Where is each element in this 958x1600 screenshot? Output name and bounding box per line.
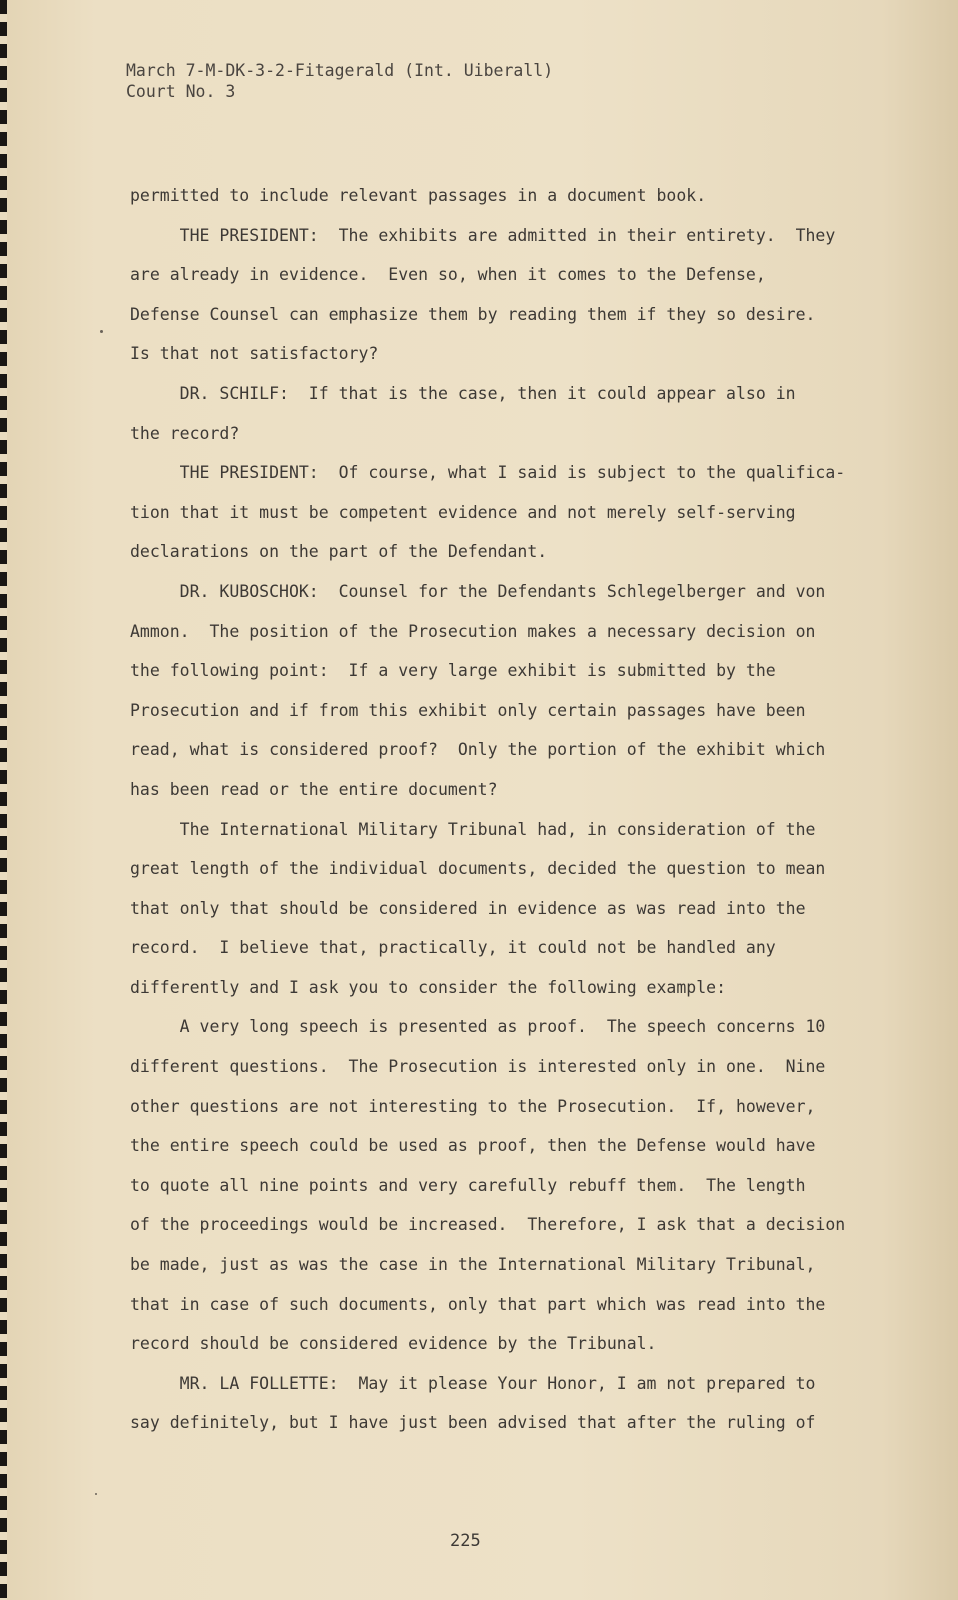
text-line: that only that should be considered in evidence as was read into the [130, 898, 806, 918]
transcript-body [130, 176, 880, 1443]
header-line-1: March 7-M-DK-3-2-Fitagerald (Int. Uiberall) [126, 61, 554, 80]
text-line: record should be considered evidence by the Tribunal. [130, 1334, 657, 1354]
text-line: Defense Counsel can emphasize them by reading them if they so desire. [130, 304, 816, 324]
text-line: are already in evidence. Even so, when it comes to the Defense, [130, 265, 766, 285]
text-line: read, what is considered proof? Only the portion of the exhibit which [130, 740, 826, 760]
text-line: tion that it must be competent evidence and not merely self-serving [130, 502, 796, 522]
text-line: great length of the individual documents, decided the question to mean [130, 859, 826, 879]
text-line: A very long speech is presented as proof. The speech concerns 10 [130, 1017, 826, 1037]
text-line: Is that not satisfactory? [130, 344, 379, 364]
text-line: DR. KUBOSCHOK: Counsel for the Defendants Schlegelberger and von [130, 581, 826, 601]
text-line: say definitely, but I have just been advised that after the ruling of [130, 1413, 816, 1433]
text-line: declarations on the part of the Defendant. [130, 542, 548, 562]
text-line: the record? [130, 423, 240, 443]
text-line: THE PRESIDENT: The exhibits are admitted in their entirety. They [130, 225, 836, 245]
text-line: record. I believe that, practically, it could not be handled any [130, 938, 776, 958]
text-line: Ammon. The position of the Prosecution makes a necessary decision on [130, 621, 816, 641]
text-line: differently and I ask you to consider the following example: [130, 977, 727, 997]
text-line: the entire speech could be used as proof, then the Defense would have [130, 1136, 816, 1156]
text-line: be made, just as was the case in the International Military Tribunal, [130, 1255, 816, 1275]
text-line: to quote all nine points and very carefully rebuff them. The length [130, 1175, 806, 1195]
text-line: has been read or the entire document? [130, 779, 498, 799]
text-line: the following point: If a very large exhibit is submitted by the [130, 661, 776, 681]
text-line: permitted to include relevant passages in a document book. [130, 186, 707, 205]
text-line: different questions. The Prosecution is interested only in one. Nine [130, 1057, 826, 1077]
text-line: THE PRESIDENT: Of course, what I said is subject to the qualifica- [130, 463, 846, 483]
text-line: MR. LA FOLLETTE: May it please Your Honor, I am not prepared to [130, 1373, 816, 1393]
binding-edge [0, 0, 7, 1600]
paper-speck [95, 1493, 97, 1495]
text-line: other questions are not interesting to the Prosecution. If, however, [130, 1096, 816, 1116]
paper-speck [100, 330, 103, 333]
text-line: Prosecution and if from this exhibit only certain passages have been [130, 700, 806, 720]
header-line-2: Court No. 3 [126, 82, 236, 101]
text-line: The International Military Tribunal had, in consideration of the [130, 819, 816, 839]
text-line: that in case of such documents, only that part which was read into the [130, 1294, 826, 1314]
page-number: 225 [450, 1531, 481, 1551]
page-header [126, 60, 553, 102]
text-line: DR. SCHILF: If that is the case, then it could appear also in [130, 383, 796, 403]
text-line: of the proceedings would be increased. Therefore, I ask that a decision [130, 1215, 846, 1235]
